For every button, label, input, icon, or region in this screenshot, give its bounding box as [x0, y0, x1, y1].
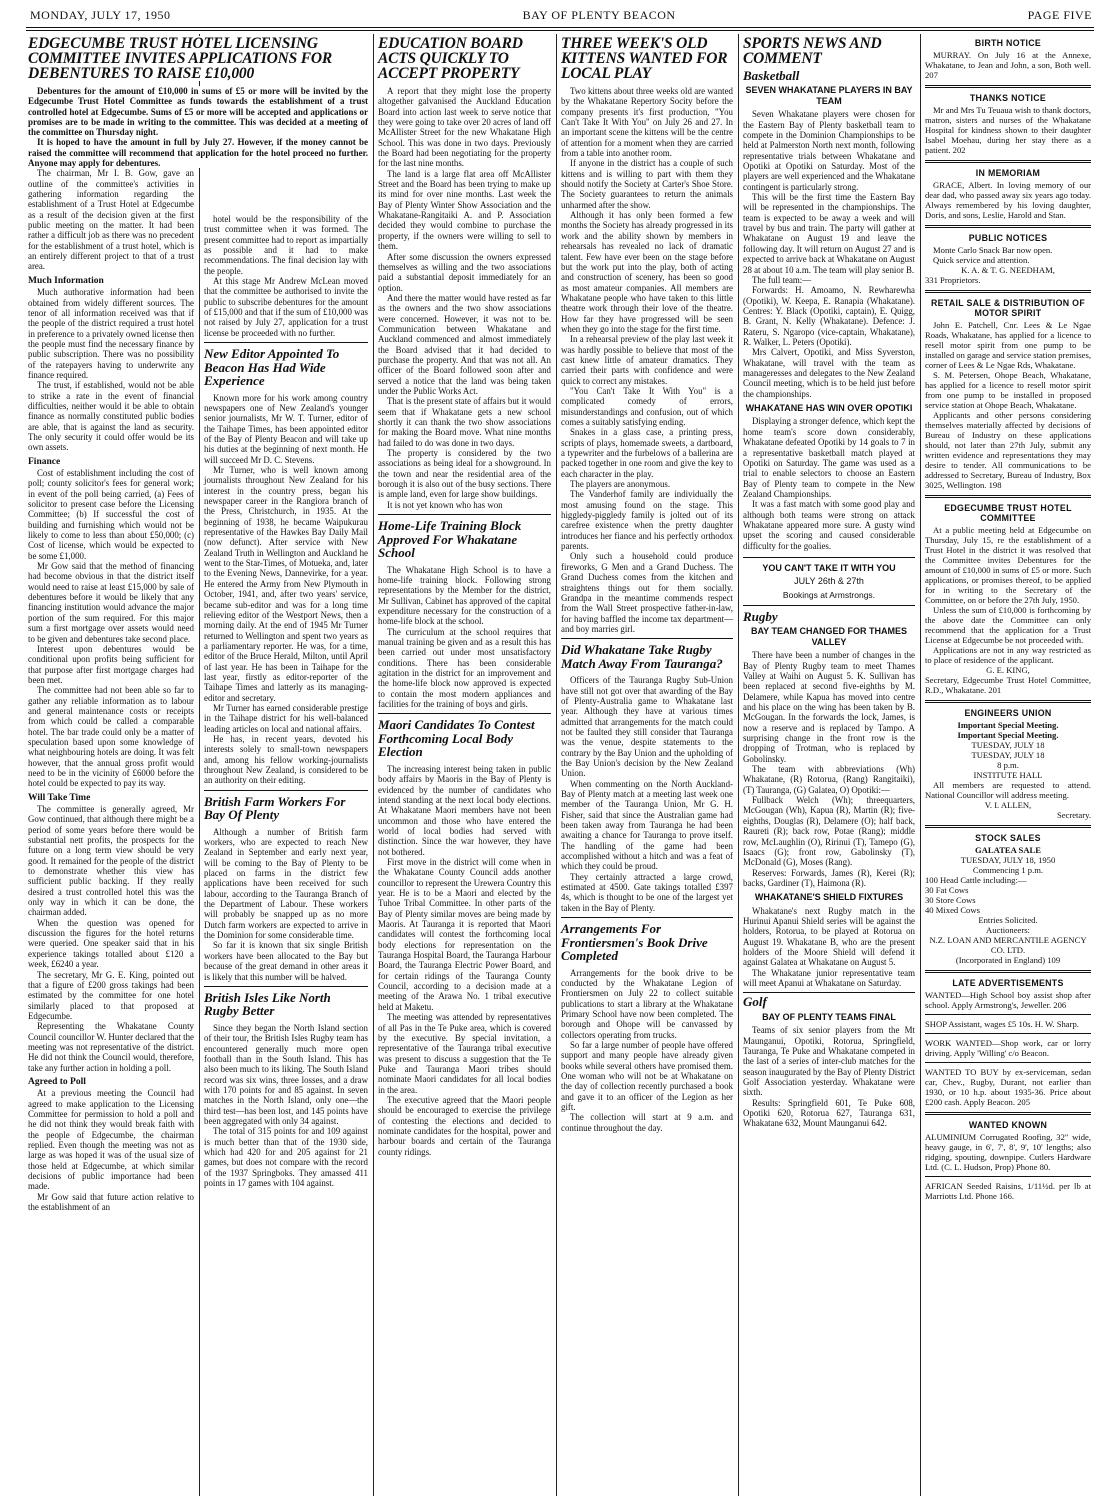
article-paragraph: Interest upon debentures would be conditional upon profits being sufficient for that purpose after first mortgage charges had been met. — [28, 643, 194, 685]
notice-heading-memoriam: IN MEMORIAM — [975, 168, 1041, 178]
article-paragraph: Seven Whakatane players were chosen for the Eastern Bay of Plenty basketball team to compete in the Dominion Championships to be held at Palmerston North next month, following representative trials between Whakatane and Opotiki at Opotiki on Saturday. Most of the players are well experienced and the Whakatane contingent is particularly strong. — [743, 109, 915, 192]
article-paragraph: "You Can't Take It With You" is a complicated comedy of errors, misunderstandings and confusion, out of which comes a suitably satisfying ending. — [561, 385, 733, 427]
article-headline-edgecumbe-trust-hotel: EDGECUMBE TRUST HOTEL LICENSING COMMITTEE INVITES APPLICATIONS FOR DEBENTURES TO RAISE £10,000 — [28, 36, 368, 81]
notice-text: 30 Store Cows — [925, 895, 976, 905]
article-paragraph: Arrangements for the book drive to be conducted by the Whakatane Legion of Frontiersmen on July 22 to collect suitable publications to start a library at the Whakatane Primary School have now been completed. The borough and Ohope will be canvassed by collectors operating from trucks. — [561, 967, 733, 1040]
article-paragraph: The team with abbreviations (Wh) Whakatane, (R) Rotorua, (Rang) Rangitaiki), (T) Tauranga, (G) Galatea, O) Opotiki:— — [743, 764, 915, 795]
article-paragraph: That is the present state of affairs but it would seem that if Whakatane gets a new school shortly it can thank the two show associations for making the Board move. What nine months had failed to do was done in two days. — [378, 396, 551, 448]
article-paragraph: Mr Turner, who is well known among journalists throughout New Zealand for his interest in the country press, began his newspaper career in the Rangiora branch of the Press, Christchurch, in 1935. At the beginning of 1938, he became Waipukurau representative of the Hawkes Bay Daily Mail (now defunct). After service with New Zealand Truth in Wellington and Auckland he went to the Star-Times, of Motueka, and, later to the Evening News, Dannevirke, for a year. He entered the Army from New Plymouth in October, 1941, and, after two years' service, became sub-editor and was for a long time relieving editor of the Westport News, then a morning daily. At the end of 1945 Mr Turner returned to Wellington and spent two years as a parliamentary reporter. He was, for a time, editor of the Bruce Herald, Milton, until April of last year. He has been in Taihape for the last year, firstly as editor-reporter of the Taihape Times and latterly as its managing-editor and secretary. — [204, 465, 368, 703]
notice-text: Important Special Meeting. — [957, 720, 1059, 730]
article-paragraph: The chairman, Mr I. B. Gow, gave an outline of the committee's activities in gathering information regarding the establishment of a Trust Hotel at Edgecumbe as a result of the decision given at the first public meeting on the matter. It had been rather a difficult job as there was no precedent for the establishment of a trust hotel, which is an entirely different project to that of a trust area. — [28, 168, 194, 272]
article-subheading: Much Information — [28, 275, 104, 286]
article-paragraph: Snakes in a glass case, a printing press, scripts of plays, homemade sweets, a dartboard, a typewriter and the furbelows of a ballerina are packed together in one room and give the key to each character in the play. — [561, 427, 733, 479]
article-paragraph: Although it has only been formed a few months the Society has already progressed in its work and the ability shown by members in rehearsals has revealed no lack of dramatic talent. Few have ever been on the stage before but the work put into the play, both of acting and construction of scenery, has been so good as most amateur companies. All members are Whakatane people who have taken to this little theatre work through their love of the theatre. How far they have progressed will be seen when they go into the stage for the first time. — [561, 210, 733, 334]
notice-text: G. E. KING, — [986, 665, 1030, 675]
notice-text: K. A. & T. G. NEEDHAM, — [961, 265, 1055, 275]
masthead-paper-name: BAY OF PLENTY BEACON — [522, 8, 676, 22]
notice-text: Applicants and other persons considering themselves materially affected by decisions of Bureau of Industry on these applications should, not later than 27th July, submit any written evidence and representations they may desire to tender. All communications to be addressed to Secretary, Bureau of Industry, Box 3025, Wellington. 198 — [925, 410, 1091, 490]
notice-heading-stock: STOCK SALES — [975, 833, 1041, 843]
article-lead-paragraph: It is hoped to have the amount in full by July 27. However, if the money cannot be raised the committee will recommend that application for the hotel proceed no further. Anyone may apply for debentures. — [28, 137, 368, 169]
notice-heading-trust-hotel: EDGECUMBE TRUST HOTEL COMMITTEE — [944, 503, 1072, 523]
column-divider — [556, 34, 557, 1496]
notice-text: INSTITUTE HALL — [973, 770, 1043, 780]
article-paragraph: Representing the Whakatane County Council councillor W. Hunter declared that the meeting was not representative of the district. He did not think the Council would, therefore, take any further action in holding a poll. — [28, 1021, 194, 1073]
notice-text: Commencing 1 p.m. — [972, 865, 1044, 875]
article-subheading: Will Take Time — [28, 792, 91, 803]
column-4 — [561, 36, 733, 1494]
ad-title: YOU CAN'T TAKE IT WITH YOU — [762, 562, 896, 573]
article-subheading: WHAKATANE'S SHIELD FIXTURES — [754, 892, 904, 903]
notice-text: 100 Head Cattle including:— — [925, 875, 1027, 885]
notice-text: Unless the sum of £10,000 is forthcoming by the above date the Committee can only recommend that the application for a Trust License at Edgecumbe be not proceeded with. — [925, 605, 1091, 645]
classified-ad: AFRICAN Seeded Raisins, 1/11½d. per lb at Marriotts Ltd. Phone 166. — [925, 1181, 1091, 1201]
article-headline-new-editor: New Editor Appointed To Beacon Has Had Wide Experience — [204, 346, 340, 389]
article-subheading: SEVEN WHAKATANE PLAYERS IN BAY TEAM — [745, 85, 913, 106]
notice-text: TUESDAY, JULY 18 — [971, 740, 1045, 750]
article-paragraph: There have been a number of changes in the Bay of Plenty Rugby team to meet Thames Valley at Waihi on August 5. K. Sullivan has been replaced at second five-eighths by M. Delamere, while Kapua has moved into centre and his place on the wing has been taken by B. McGougan. In the forwards the lock, James, is now a reserve and is replaced by Tampo. A surprising change in the front row is the dropping of Trotman, who is replaced by Gobolinsky. — [743, 650, 915, 764]
notice-heading-birth: BIRTH NOTICE — [974, 38, 1042, 48]
article-paragraph: This will be the first time the Eastern Bay will be represented in the championships. The team is expected to be away a week and will travel by bus and train. The party will gather at Whakatane on August 19 and leave the following day. It will return on August 27 and is expected to arrive back at Whakatane on August 28 at about 10 a.m. The team will play senior B. — [743, 192, 915, 275]
article-subheading: Finance — [28, 456, 61, 467]
masthead-rule — [26, 27, 1094, 28]
section-headline-sports: SPORTS NEWS AND COMMENT — [743, 35, 882, 67]
article-paragraph: When commenting on the North Auckland-Bay of Plenty match at a meeting last week one member of the Tauranga Union, Mr G. H. Fisher, said that since the Australian game had been taken away from Tauranga he had been awaiting a chance for Tauranga to prove itself. The handling of the game had been accomplished without a hitch and was a feat of which they could be proud. — [561, 778, 733, 872]
article-paragraph: The collection will start at 9 a.m. and continue throughout the day. — [561, 1112, 733, 1133]
notice-text: N.Z. LOAN AND MERCANTILE AGENCY CO. LTD. — [929, 935, 1087, 955]
article-paragraph: It was a fast match with some good play and although both teams were strong on attack Whakatane appeared more sure. A gusty wind upset the scoring and caused considerable difficulty for the goalies. — [743, 499, 915, 551]
article-paragraph: Only such a household could produce fireworks, G Men and a Grand Duchess. The Grand Duchess comes from the kitchen and straightens things out for them socially. Grandpa in the meantime commends respect from the Wall Street prospective father-in-law, for having baffled the income tax department—and boy marries girl. — [561, 551, 733, 634]
article-paragraph: The Vanderhof family are individually the most amusing found on the stage. This higgledy-piggledy family is jolted out of its carefree existence when the pretty daughter introduces her fiance and his perfectly orthodox parents. — [561, 489, 733, 552]
article-headline-british-farm-workers: British Farm Workers For Bay Of Plenty — [204, 793, 346, 823]
column-3 — [378, 36, 551, 1494]
article-headline-british-isles-rugby: British Isles Like North Rugby Better — [204, 989, 331, 1019]
column-divider — [920, 34, 921, 1496]
article-paragraph: Mr Gow said that future action relative to the establishment of an — [28, 1191, 194, 1213]
article-headline-home-life-training: Home-Life Training Block Approved For Whakatane School — [378, 518, 522, 561]
classified-ad: WORK WANTED—Shop work, car or lorry driving. Apply 'Willing' c/o Beacon. — [925, 1038, 1091, 1058]
article-paragraph: The increasing interest being taken in public body affairs by Maoris in the Bay of Plenty is evidenced by the number of candidates who intend standing at the next local body elections. At Whakatane Maori members have not been uncommon and those who have entered the world of local bodies had served with distinction. Since the war however, they have not bothered. — [378, 763, 551, 857]
article-paragraph: If anyone in the district has a couple of such kittens and is willing to part with them they should notify the Society at Carter's Shoe Store. The Society guarantees to return the animals unharmed after the show. — [561, 158, 733, 210]
article-paragraph: The executive agreed that the Maori people should be encouraged to exercise the privilege of contesting the elections and decided to nominate candidates for the hospital, power and harbour boards and certain of the Tauranga county ridings. — [378, 1094, 551, 1157]
section-kicker-golf: Golf — [743, 994, 767, 1010]
article-paragraph: In a rehearsal preview of the play last week it was hardly possible to believe that most of the cast knew little of amateur dramatics. They carried their parts with confidence and were quick to correct any mistakes. — [561, 334, 733, 386]
notice-text: All members are requested to attend. National Councillor will address meeting. — [925, 780, 1091, 800]
notice-text: V. I. ALLEN, — [984, 800, 1032, 810]
notice-text: Entries Solicited. — [978, 915, 1038, 925]
article-paragraph: Reserves: Forwards, James (R), Kerei (R); backs, Gardiner (T), Haimona (R). — [743, 867, 915, 888]
notice-text: GRACE, Albert. In loving memory of our dear dad, who passed away six years ago today. Always remembered by his loving daughter, Doris, and sons, Leslie, Harold and Stan. — [925, 180, 1091, 220]
article-headline-book-drive: Arrangements For Frontiersmen's Book Drive Completed — [561, 921, 708, 964]
article-paragraph: At a previous meeting the Council had agreed to make application to the Licensing Committee for permission to hold a poll and he did not think they would break faith with the people of Edgecumbe, the chairman replied. Even though the meeting was not as large as was hoped it was of the usual size of those held at Edgecumbe, at which similar decisions of public importance had been made. — [28, 1088, 194, 1192]
notice-text: 331 Proprietors. — [925, 275, 981, 285]
article-paragraph: The curriculum at the school requires that manual training be given and as a result this has been carried out under most unsatisfactory conditions. There has been considerable agitation in the district for an improvement and the home-life block now approved is expected to contain the most modern appliances and facilities for the training of boys and girls. — [378, 626, 551, 710]
column-divider — [738, 34, 739, 1496]
notice-text: Secretary. — [1056, 810, 1091, 820]
masthead-rule-2 — [26, 30, 1094, 31]
ad-bookings: Bookings at Armstrongs. — [782, 589, 876, 600]
article-headline-rugby-match: Did Whakatane Take Rugby Match Away From Tauranga? — [561, 642, 723, 671]
notice-text: TUESDAY, JULY 18 — [971, 750, 1045, 760]
article-paragraph: The Whakatane High School is to have a home-life training block. Following strong representations by the Member for the district, Mr Sullivan, Cabinet has approved of the capital expenditure necessary for the construction of a home-life block at the school. — [378, 564, 551, 627]
notice-text: GALATEA SALE — [975, 845, 1041, 855]
section-kicker-basketball: Basketball — [743, 68, 800, 83]
notice-text: John E. Patchell, Cnr. Lees & Le Ngae Roads, Whakatane, has applied for a licence to resell motor spirit from one pump to be installed on garage and service station premises, corner of Lees & Le Ngae Rds, Whakatane. — [925, 320, 1091, 370]
article-paragraph: Cost of establishment including the cost of poll; county solicitor's fees for general work; in event of the poll being carried, (a) Fees of solicitor to present case before the Licensing Committee; (b) If successful the cost of building and furnishing which would not be likely to come to less than about £50,000; (c) Cost of license, which would be expected to be some £1,000. — [28, 468, 194, 561]
notice-heading-retail: RETAIL SALE & DISTRIBUTION OF MOTOR SPIRIT — [930, 298, 1085, 318]
article-paragraph: hotel would be the responsibility of the trust committee when it was formed. The present committee had to report as impartially as possible and it had to make recommendations. The final decision lay with the people. — [204, 214, 368, 276]
article-paragraph: Mrs Calvert, Opotiki, and Miss Syverston, Whakatane, will travel with the team as manageresses and delegates to the New Zealand Council meeting, which is to be held just before the championships. — [743, 347, 915, 399]
notice-heading-engineers: ENGINEERS UNION — [964, 708, 1052, 718]
column-divider — [199, 34, 200, 1496]
classified-ad: ALUMINIUM Corrugated Roofing, 32" wide, heavy gauge, in 6', 7', 8', 9', 10' lengths; also ridging, spouting, downpipe. Cutlers Hardware Ltd. (C. L. Hudson, Prop) Phone 80. — [925, 1132, 1091, 1172]
article-headline-kittens-wanted: THREE WEEK'S OLD KITTENS WANTED FOR LOCAL PLAY — [561, 35, 728, 82]
article-paragraph: The property is considered by the two associations as being ideal for a showground. In the town and near the residential area of the borough it is also out of the busy sections. There is ample land, even for large show buildings. — [378, 448, 551, 500]
article-paragraph: Displaying a stronger defence, which kept the home team's score down considerably, Whakatane defeated Opotiki by 14 goals to 7 in a representative basketball match played at Opotiki on Saturday. The game was used as a trial to enable selectors to choose an Eastern Bay of Plenty team to compete in the New Zealand Championships. — [743, 416, 915, 499]
article-paragraph: After some discussion the owners expressed themselves as willing and the two associations paid a substantial deposit immediately for an option. — [378, 251, 551, 293]
article-paragraph: He has, in recent years, devoted his interests solely to small-town newspapers and, among his fellow working-journalists throughout New Zealand, is considered to be an authority on their editing. — [204, 733, 368, 786]
article-paragraph: Results: Springfield 601, Te Puke 608, Opotiki 620, Rotorua 627, Tauranga 631, Whakatane 632, Mount Maunganui 642. — [743, 1097, 915, 1129]
article-paragraph: Fullback Welch (Wh); threequarters, McGougan (Wh), Kapua (R), Martin (R); five-eighths, Douglas (R), Delamere (O); half back, Raureti (R); back row, Potae (Rang); middle row, McLaughlin (O), Ririnui (T), Tamepo (G), Isaacs (G); front row, Gabolinsky (T), McDonald (G), Moses (Rang). — [743, 795, 915, 868]
notice-text: Monte Carlo Snack Bar now open. — [933, 245, 1053, 255]
notice-text: 40 Mixed Cows — [925, 905, 980, 915]
article-paragraph: Mr Turner has earned considerable prestige in the Taihape district for his well-balanced leading articles on local and national affairs. — [204, 702, 368, 734]
article-paragraph: Although a number of British farm workers, who are expected to reach New Zealand in September and early next year, will be coming to the Bay of Plenty to be placed on farms in the district few applications have been received for such labour, according to the Tauranga Branch of the Department of Labour. These workers will probably be snapped up as no more Dutch farm workers are expected to arrive in the Dominion for some considerable time. — [204, 826, 368, 941]
ad-dates: JULY 26th & 27th — [794, 576, 864, 587]
article-paragraph: The players are anonymous. — [570, 479, 671, 490]
notice-text: 8 p.m. — [997, 760, 1019, 770]
article-paragraph: Teams of six senior players from the Mt Maunganui, Opotiki, Rotorua, Springfield, Tauranga, Te Puke and Whakatane competed in the last of a series of inter-club matches for the season inaugurated by the Bay of Plenty District Golf Association yesterday. Whakatane were sixth. — [743, 1025, 915, 1098]
classified-ad: WANTED TO BUY by ex-serviceman, sedan car, Chev., Rugby, Durant, not earlier than 1930, or 10 h.p. about 1935-36. Price about £200 cash. Apply Beacon. 205 — [925, 1067, 1091, 1107]
article-subheading: BAY OF PLENTY TEAMS FINAL — [762, 1011, 896, 1022]
notice-text: Auctioneers: — [986, 925, 1030, 935]
notice-heading-thanks: THANKS NOTICE — [969, 93, 1047, 103]
article-paragraph: The land is a large flat area off McAllister Street and the Board has been trying to make up its mind for over nine months. Last week the Bay of Plenty Winter Show Association and the Whakatane-Rangitaiki A. and P. Association decided they would combine to purchase the property, if the owners were willing to sell to them. — [378, 168, 551, 252]
article-paragraph: At this stage Mr Andrew McLean moved that the committee be authorised to invite the public to subscribe debentures for the amount of £15,000 and that if the sum of £10,000 was not raised by July 27, application for a trust license be proceeded with no further. — [204, 276, 368, 338]
notice-heading-late-ads: LATE ADVERTISEMENTS — [952, 978, 1064, 988]
article-paragraph: The total of 315 points for and 109 against is much better than that of the 1930 side, which had 420 for and 205 against for 21 games, but does not compare with the record of the 1937 Springboks. They amassed 411 points in 17 games with 104 against. — [204, 1126, 368, 1188]
article-paragraph: The committee is generally agreed, Mr Gow continued, that although there might be a period of some years before there would be substantial nett profits, the prospects for the future on a long term view should be very good. It remained for the people of the district to demonstrate whether this view has sufficient public backing. If they really desired a trust controlled hotel this was the only way in which it can be done, the chairman added. — [28, 804, 194, 918]
column-5 — [743, 36, 915, 1494]
classified-ad: WANTED—High School boy assist shop after school. Apply Armstrong's, Jeweller. 206 — [925, 990, 1091, 1010]
notice-heading-public: PUBLIC NOTICES — [968, 233, 1048, 243]
notice-text: Mr and Mrs Tu Teuaua wish to thank doctors, matron, sisters and nurses of the Whakatane Hospital for kindness shown to their daughter Isabel Moehau, during her stay there as a patient. 202 — [925, 105, 1091, 155]
masthead-date: MONDAY, JULY 17, 1950 — [30, 8, 171, 22]
article-headline-maori-candidates: Maori Candidates To Contest Forthcoming Local Body Election — [378, 717, 535, 760]
notice-text: Secretary, Edgecumbe Trust Hotel Committee, R.D., Whakatane. 201 — [925, 675, 1091, 695]
article-paragraph: Two kittens about three weeks old are wanted by the Whakatane Repertory Socity before the company presents it's first production, "You Can't Take It With You" on July 26 and 27. In an important scene the kittens will be the centre of attention for a moment when they are carried from a table into another room. — [561, 86, 733, 159]
article-paragraph: The meeting was attended by representatives of all Pas in the Te Puke area, which is covered by the executive. By special invitation, a representative of the Tauranga tribal executive was present to discuss a suggestion that the Te Puke and Tauranga Maori tribes should nominate Maori candidates for all local bodies in the area. — [378, 1012, 551, 1095]
column-divider — [373, 34, 374, 1496]
play-advertisement — [743, 557, 915, 606]
notice-text: S. M. Petersen, Ohope Beach, Whakatane, has applied for a licence to resell motor spirit from one pump to be installed in proposed service station at Ohope Beach, Whakatane. — [925, 370, 1091, 410]
article-paragraph: Much authorative information had been obtained from widely different sources. The tenor of all information received was that if the people of the district required a trust hotel in preference to a privately owned license then the people must find the necessary finance by public subscription. There was no possibility of the ratepayers having to underwrite any finance required. — [28, 287, 194, 380]
article-subheading: Agreed to Poll — [28, 1076, 86, 1087]
article-paragraph: Mr Gow said that the method of financing had become obvious in that the district itself would need to raise at least £15,000 by sale of debentures before it would be likely that any financing institution would advance the major portion of the sum required. For this major sum a first mortgage over assets would need to be given and debentures take second place. — [28, 561, 194, 644]
article-paragraph: They certainly attracted a large crowd, estimated at 4500. Gate takings totalled £397 4s, which is thought to be one of the largest yet taken in the Bay of Plenty. — [561, 871, 733, 913]
article-paragraph: So far a large number of people have offered support and many people have already given books while several others have promised them. One woman who will not be at Whakatane on the day of collection recently purchased a book and gave it to an officer of the Legion as her gift. — [561, 1040, 733, 1113]
masthead-page-number: PAGE FIVE — [1027, 8, 1092, 22]
article-paragraph: And there the matter would have rested as far as the owners and the two show associations were concerned. However, it was not to be. Communication between Whakatane and Auckland commenced and almost immediately the Board advised that it had decided to purchase the property. And that was not all. An officer of the Board followed soon after and served a notice that the land was being taken under the Public Works Act. — [378, 292, 551, 396]
notice-text: (Incorporated in England) 109 — [955, 955, 1061, 965]
article-paragraph: The Whakatane junior representative team will meet Apanui at Whakatane on Saturday. — [743, 967, 915, 989]
article-paragraph: Known more for his work among country newspapers one of New Zealand's younger senior journalists, Mr W. T. Turner, editor of the Taihape Times, has been appointed editor of the Bay of Plenty Beacon and will take up his duties at the beginning of next month. He will succeed Mr D. C. Stevens. — [204, 392, 368, 465]
notice-text: TUESDAY, JULY 18, 1950 — [960, 855, 1056, 865]
notice-text: MURRAY. On July 16 at the Annexe, Whakatane, to Jean and John, a son, Both well. 207 — [925, 50, 1091, 80]
section-kicker-rugby: Rugby — [743, 608, 778, 624]
masthead — [30, 8, 1092, 24]
article-paragraph: Since they began the North Island section of their tour, the British Isles Rugby team has encountered generally much more open football than in the South Island. This has also been much to its liking. The South Island record was six wins, three losses, and a draw with 170 points for and 85 against. In seven matches in the North Island, only one—the third test—has been lost, and 145 points have been aggregated with only 34 against. — [204, 1022, 368, 1126]
article-paragraph: Forwards: H. Amoamo, N. Rewharewha (Opotiki), W. Keepa, E. Ranapia (Whakatane). Centres: Y. Black (Opotiki, captain), E. Quigg, B. Grant, N. Kelly (Whakatane). Defence: J. Rateru, S. Ngaropo (vice-captain, Whakatane), R. Walker, L. Peters (Opotiki). — [743, 285, 915, 347]
article-lead-paragraph: Debentures for the amount of £10,000 in sums of £5 or more will be invited by the Edgecumbe Trust Hotel Committee as funds towards the establishment of a trust controlled hotel at Edgecumbe. Sums of £5 or more will be accepted and applications or promises are to be made in writing to the committee. This was decided at a meeting of the committee on Thursday night. — [28, 86, 368, 138]
article-paragraph: A report that they might lose the property altogether galvanised the Auckland Education Board into action last week to serve notice that they were going to take over 20 acres of land off McAllister Street for the new Whakatane High School. This was done in two days. Previously the Board had been negotiating for the property for the last nine months. — [378, 86, 551, 169]
notice-text: Quick service and attention. — [933, 255, 1030, 265]
article-subheading: WHAKATANE HAS WIN OVER OPOTIKI — [745, 402, 913, 413]
article-paragraph: It is not yet known who has won — [387, 499, 503, 510]
article-headline-education-board: EDUCATION BOARD ACTS QUICKLY TO ACCEPT PROPERTY — [378, 35, 523, 82]
notice-heading-wanted-known: WANTED KNOWN — [968, 1120, 1048, 1130]
article-paragraph: The secretary, Mr G. E. King, pointed out that a figure of £200 gross takings had been estimated by the committee for one hotel similarly placed to that proposed at Edgecumbe. — [28, 969, 194, 1021]
classified-ad: SHOP Assistant, wages £5 10s. H. W. Sharp. — [925, 1019, 1079, 1029]
article-paragraph: First move in the district will come when in the Whakatane County Council adds another councillor to represent the Urewera Country this year. He is to be a Maori and elected by the Tuhoe Tribal Committee. In other parts of the Bay of Plenty similar moves are being made by Maoris. At Tauranga it is reported that Maori candidates will contest the forthcoming local body elections for representation on the Tauranga Hospital Board, the Tauranga Harbour Board, the Tauranga Electric Power Board, and for certain ridings of the Tauranga County Council, according to a decision made at a meeting of the Arawa No. 1 tribal executive held at Maketu. — [378, 857, 551, 1012]
article-paragraph: The full team:— — [752, 274, 812, 285]
notice-text: At a public meeting held at Edgecumbe on Thursday, July 15, re the establishment of a Trust Hotel in the district it was resolved that the Committee invites Debentures for the amount of £10,000 in sums of £5 or more. Such applications, or promises thereof, to be applied for in writing to the Secretary of the Committee, on or before the 27th July, 1950. — [925, 525, 1091, 605]
notice-text: Applications are not in any way restricted as to place of residence of the applicant. — [925, 645, 1091, 665]
article-paragraph: The committee had not been able so far to gather any reliable information as to labour and general maintenance costs or receipts from which could be called a comparable hotel. The bar trade could only be a matter of speculation based upon some knowledge of what neighbouring hotels are doing. It was felt however, that the annual gross profit would need to be in the vicinity of £6000 before the hotel could be expected to pay its way. — [28, 685, 194, 789]
article-paragraph: Officers of the Tauranga Rugby Sub-Union have still not got over that awarding of the Bay of Plenty-Australia game to Whakatane last year. Although they have at various times admitted that arrangements for the match could not be faulted they still consider that Tauranga was the venue, despite statements to the contrary by the Bay Union and the upholding of the Bay Union's decision by the New Zealand Union. — [561, 675, 733, 779]
classifieds-column — [925, 36, 1091, 1494]
article-paragraph: Whakatane's next Rugby match in the Hurinui Apanui Shield series will be against the holders, Rotorua, to be played at Rotorua on August 19. Whakatane B, who are the present holders of the Moore Shield will defend it against Galatea at Whakatane on August 5. — [743, 905, 915, 968]
notice-text: Important Special Meeting. — [957, 730, 1059, 740]
article-paragraph: So far it is known that six single British workers have been allocated to the Bay but because of the great demand in other areas it is likely that this number will be halved. — [204, 940, 368, 982]
article-paragraph: When the question was opened for discussion the figures for the hotel returns were queried. One speaker said that in his experience takings totalled about £120 a week, £6240 a year. — [28, 917, 194, 970]
notice-text: 30 Fat Cows — [925, 885, 969, 895]
article-paragraph: The trust, if established, would not be able to strike a rate in the event of financial difficulties, neither would it be able to obtain finance as normally constituted public bodies are able, that is against the land as security. The only security it could offer would be its own assets. — [28, 380, 194, 453]
column-2 — [204, 214, 368, 1494]
article-subheading: BAY TEAM CHANGED FOR THAMES VALLEY — [750, 626, 907, 647]
